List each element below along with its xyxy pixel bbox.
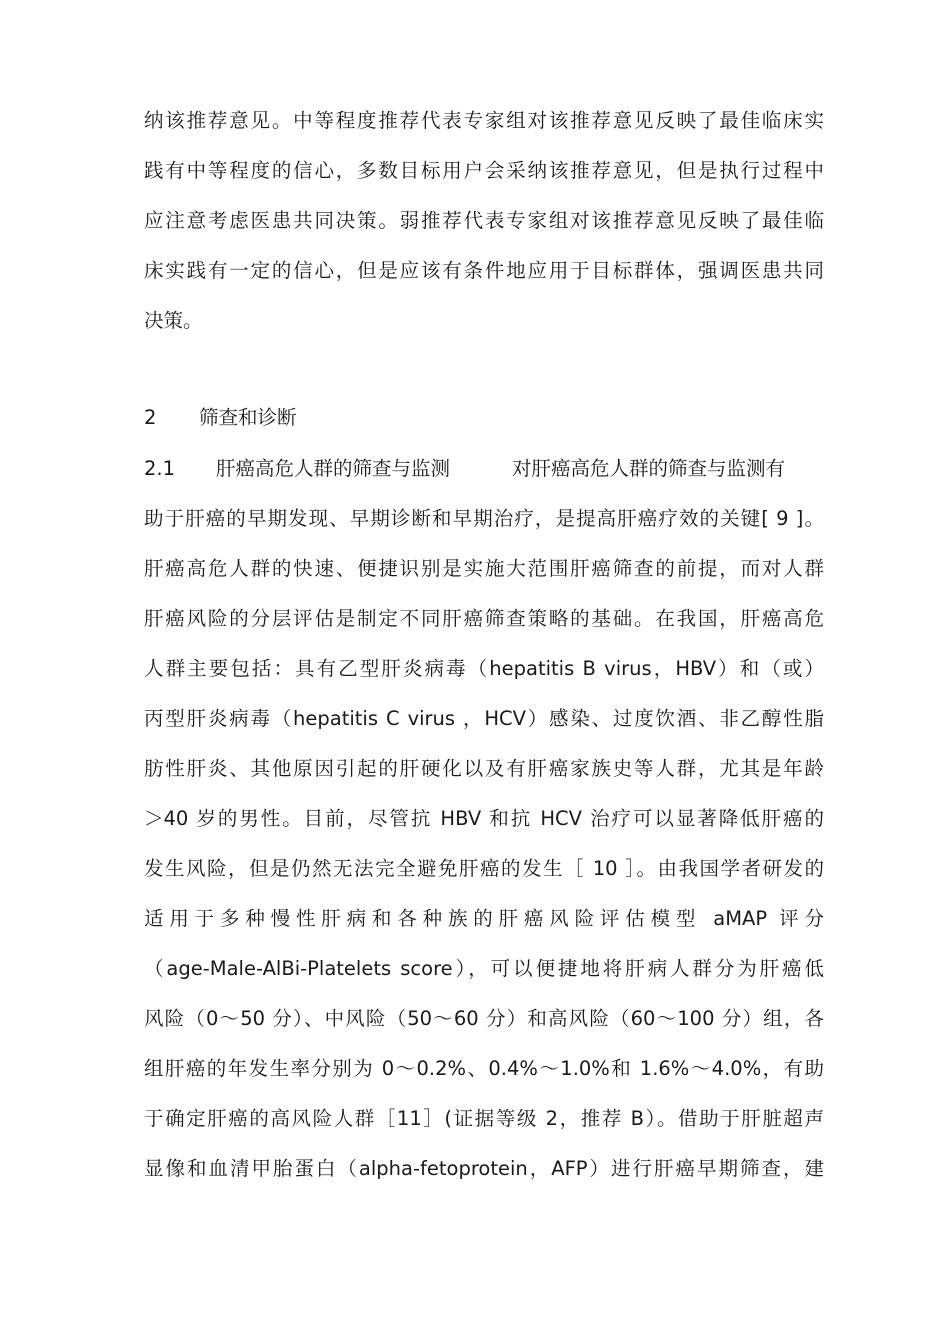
paragraph-line: 纳该推荐意见。中等程度推荐代表专家组对该推荐意见反映了最佳临床实 [144, 109, 824, 132]
subsection-title: 肝癌高危人群的筛查与监测 [216, 457, 451, 480]
section-heading [144, 401, 444, 435]
paragraph-line: 肪性肝炎、其他原因引起的肝硬化以及有肝癌家族史等人群，尤其是年龄 [144, 757, 824, 780]
subsection-number: 2.1 [144, 457, 176, 480]
paragraph-line: 组肝癌的年发生率分别为 0～0.2%、0.4%～1.0%和 1.6%～4.0%，有助 [144, 1057, 824, 1080]
paragraph-line: 发生风险，但是仍然无法完全避免肝癌的发生［ 10 ］。由我国学者研发的 [144, 857, 824, 880]
paragraph-line: 适用于多种慢性肝病和各种族的肝癌风险评估模型 aMAP 评分 [144, 907, 824, 930]
subsection-first-line: 对肝癌高危人群的筛查与监测有 [512, 457, 786, 480]
paragraph-line: 人群主要包括：具有乙型肝炎病毒（hepatitis B virus，HBV）和（或） [144, 657, 824, 680]
paragraph-line: 践有中等程度的信心，多数目标用户会采纳该推荐意见，但是执行过程中 [144, 159, 824, 182]
subsection-heading [144, 452, 824, 486]
paragraph-line: 于确定肝癌的高风险人群［11］(证据等级 2，推荐 B）。借助于肝脏超声 [144, 1107, 824, 1130]
paragraph-line: 丙型肝炎病毒（hepatitis C virus ，HCV）感染、过度饮酒、非乙醇性脂 [144, 707, 824, 730]
paragraph-line: 风险（0～50 分）、中风险（50～60 分）和高风险（60～100 分）组，各 [144, 1007, 824, 1030]
paragraph-line: （age-Male-AlBi-Platelets score），可以便捷地将肝病人群分为肝癌低 [144, 957, 824, 980]
paragraph-line: 应注意考虑医患共同决策。弱推荐代表专家组对该推荐意见反映了最佳临 [144, 209, 824, 232]
paragraph-line: 床实践有一定的信心，但是应该有条件地应用于目标群体，强调医患共同 [144, 259, 824, 282]
paragraph-line: 肝癌高危人群的快速、便捷识别是实施大范围肝癌筛查的前提，而对人群 [144, 557, 824, 580]
paragraph-line: ＞40 岁的男性。目前，尽管抗 HBV 和抗 HCV 治疗可以显著降低肝癌的 [144, 807, 824, 830]
paragraph-line: 显像和血清甲胎蛋白（alpha-fetoprotein，AFP）进行肝癌早期筛查，建 [144, 1157, 824, 1180]
section-title: 筛查和诊断 [199, 406, 297, 429]
paragraph-line: 助于肝癌的早期发现、早期诊断和早期治疗，是提高肝癌疗效的关键[ 9 ]。 [144, 507, 824, 530]
paragraph-line: 决策。 [144, 309, 203, 332]
paragraph-line: 肝癌风险的分层评估是制定不同肝癌筛查策略的基础。在我国，肝癌高危 [144, 607, 824, 630]
section-number: 2 [144, 406, 157, 429]
